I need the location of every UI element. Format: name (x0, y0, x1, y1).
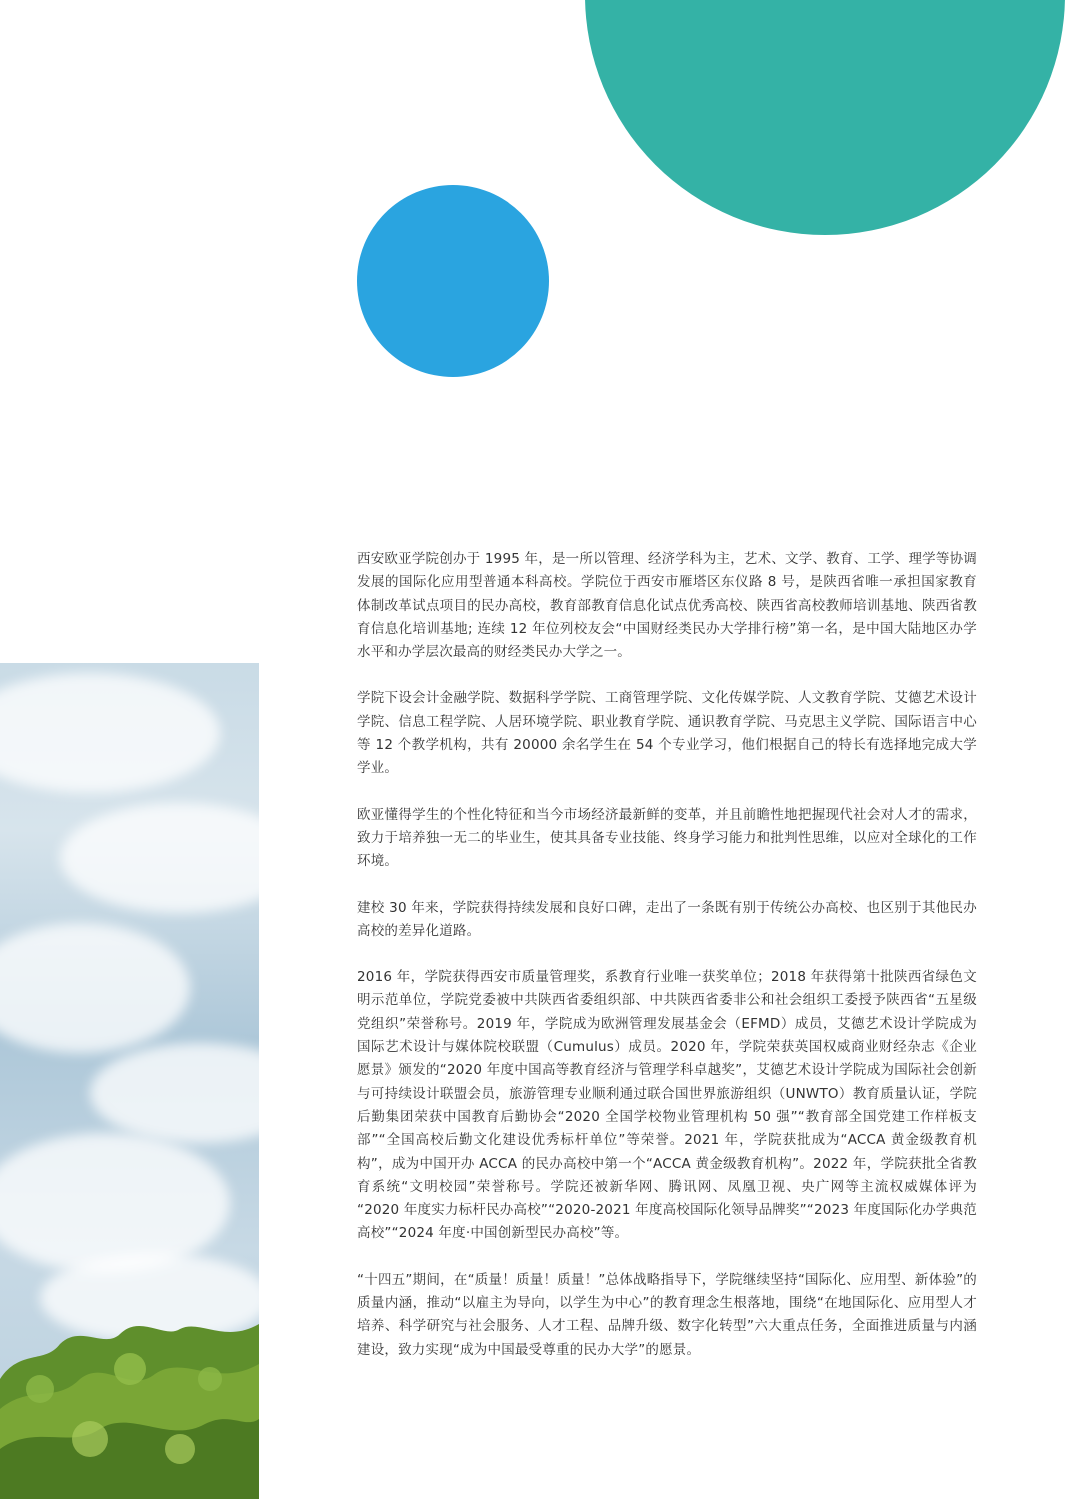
paragraph-history: 建校 30 年来，学院获得持续发展和良好口碑，走出了一条既有别于传统公办高校、也区别于其他民办高校的差异化道路。 (357, 899, 977, 939)
paragraph-schools: 学院下设会计金融学院、数据科学学院、工商管理学院、文化传媒学院、人文教育学院、艾德艺术设计学院、信息工程学院、人居环境学院、职业教育学院、通识教育学院、马克思主义学院、国际语言中心等 12 个教学机构，共有 20000 余名学生在 54 个专业学习，他们根据自己的特长有选择地完成大学学业。 (357, 690, 977, 777)
article-body (357, 548, 977, 1385)
decorative-green-circle (585, 0, 1065, 235)
paragraph-awards: 2016 年，学院获得西安市质量管理奖，系教育行业唯一获奖单位；2018 年获得第十批陕西省绿色文明示范单位，学院党委被中共陕西省委组织部、中共陕西省委非公和社会组织工委授予陕西省“五星级党组织”荣誉称号。2019 年，学院成为欧洲管理发展基金会（EFMD）成员，艾德艺术设计学院成为国际艺术设计与媒体院校联盟（Cumulus）成员。2020 年，学院荣获英国权威商业财经杂志《企业愿景》颁发的“2020 年度中国高等教育经济与管理学科卓越奖”，艾德艺术设计学院成为国际社会创新与可持续设计联盟会员，旅游管理专业顺利通过联合国世界旅游组织（UNWTO）教育质量认证，学院后勤集团荣获中国教育后勤协会“2020 全国学校物业管理机构 50 强”“教育部全国党建工作样板支部”“全国高校后勤文化建设优秀标杆单位”等荣誉。2021 年，学院获批成为“ACCA 黄金级教育机构”，成为中国开办 ACCA 的民办高校中第一个“ACCA 黄金级教育机构”。2022 年，学院获批全省教育系统“文明校园”荣誉称号。学院还被新华网、腾讯网、凤凰卫视、央广网等主流权威媒体评为 “2020 年度实力标杆民办高校”“2020-2021 年度高校国际化领导品牌奖”“2023 年度国际化办学典范高校”“2024 年度·中国创新型民办高校”等。 (357, 969, 977, 1242)
paragraph-intro: 西安欧亚学院创办于 1995 年，是一所以管理、经济学科为主，艺术、文学、教育、工学、理学等协调发展的国际化应用型普通本科高校。学院位于西安市雁塔区东仪路 8 号，是陕西省唯一承担国家教育体制改革试点项目的民办高校，教育部教育信息化试点优秀高校、陕西省高校教师培训基地、陕西省教育信息化培训基地; 连续 12 年位列校友会“中国财经类民办大学排行榜”第一名，是中国大陆地区办学水平和办学层次最高的财经类民办大学之一。 (357, 551, 977, 661)
sky-trees-photo (0, 663, 259, 1499)
trees-foliage (0, 1309, 259, 1499)
decorative-blue-circle (357, 185, 549, 377)
paragraph-philosophy: 欧亚懂得学生的个性化特征和当今市场经济最新鲜的变革，并且前瞻性地把握现代社会对人才的需求，致力于培养独一无二的毕业生，使其具备专业技能、终身学习能力和批判性思维，以应对全球化的工作环境。 (357, 806, 977, 870)
paragraph-strategy: “十四五”期间，在“质量！质量！质量！”总体战略指导下，学院继续坚持“国际化、应用型、新体验”的质量内涵，推动“以雇主为导向，以学生为中心”的教育理念生根落地，围绕“在地国际化、应用型人才培养、科学研究与社会服务、人才工程、品牌升级、数字化转型”六大重点任务，全面推进质量与内涵建设，致力实现“成为中国最受尊重的民办大学”的愿景。 (357, 1271, 977, 1358)
